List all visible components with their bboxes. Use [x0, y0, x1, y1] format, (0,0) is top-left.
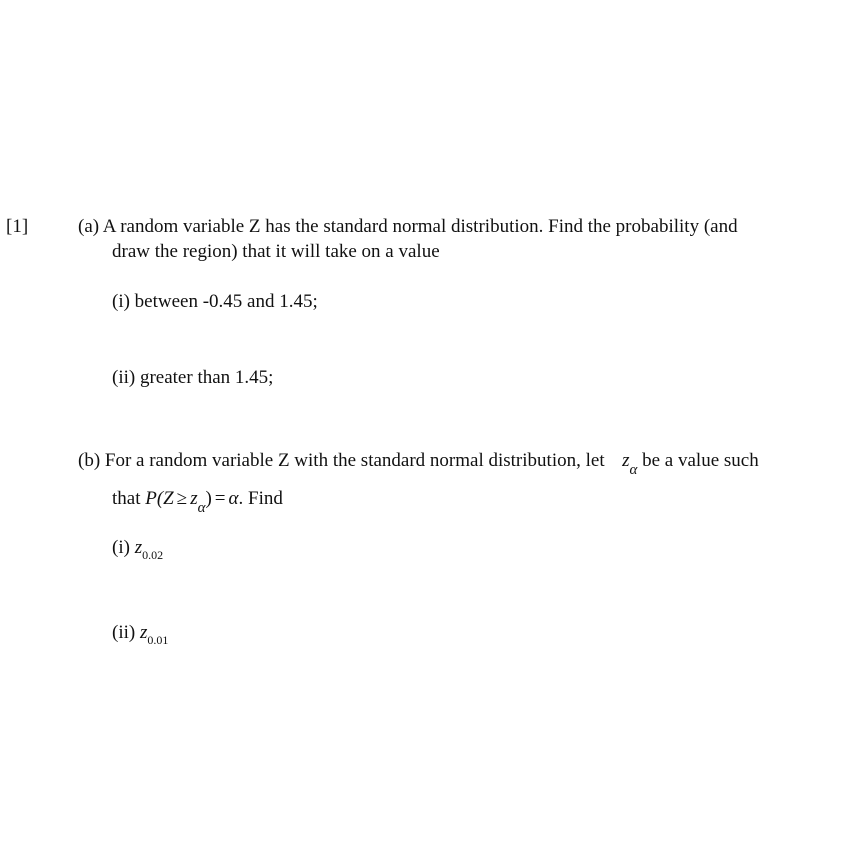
z-letter-4: z: [139, 622, 148, 643]
part-b-line1-text: (b) For a random variable Z with the standard normal distribution, let: [78, 450, 605, 471]
z-letter-3: z: [134, 537, 143, 558]
alpha-subscript-2: α: [197, 500, 206, 516]
close-paren: ): [205, 488, 212, 509]
part-a-item-ii: (ii) greater than 1.45;: [112, 367, 274, 388]
part-b-intro-line1: [78, 450, 759, 478]
item-ii-label: (ii): [112, 622, 136, 643]
part-b-line1-end: be a value such: [642, 450, 759, 471]
part-b-item-ii: [112, 622, 169, 647]
probability-expression: [145, 488, 239, 516]
part-a-intro-line1: (a) A random variable Z has the standard normal distribution. Find the probability (and: [78, 216, 738, 237]
prob-P: P(Z: [145, 488, 174, 509]
geq-symbol: ≥: [176, 488, 188, 509]
z-letter-2: z: [190, 488, 198, 509]
alpha-subscript: α: [629, 462, 638, 478]
z-002: [134, 537, 164, 562]
part-a-intro-line2: draw the region) that it will take on a value: [112, 241, 440, 262]
subscript-001: 0.01: [147, 633, 169, 647]
part-b-intro-line2: [112, 488, 283, 516]
equals-symbol: =: [214, 488, 226, 509]
z-letter: z: [622, 450, 630, 471]
subscript-002: 0.02: [142, 548, 164, 562]
alpha-symbol: α: [228, 488, 239, 509]
part-b-item-i: [112, 537, 164, 562]
part-a-item-i: (i) between -0.45 and 1.45;: [112, 291, 318, 312]
z-alpha-symbol: [622, 450, 638, 478]
that-word: that: [112, 488, 141, 509]
find-word: . Find: [238, 488, 283, 509]
z-001: [139, 622, 169, 647]
item-i-label: (i): [112, 537, 130, 558]
problem-number: [1]: [6, 216, 29, 237]
